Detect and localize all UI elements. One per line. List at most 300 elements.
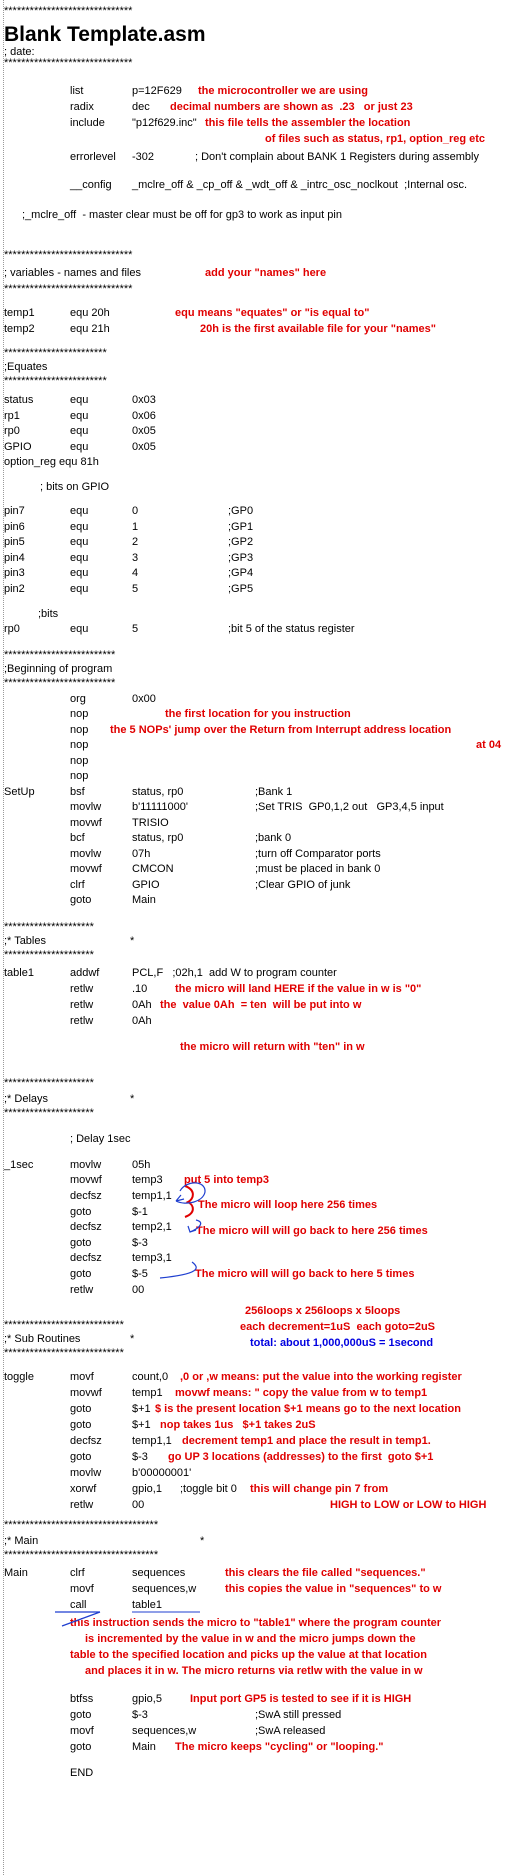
code-line (0, 1482, 530, 1496)
code-line (0, 1418, 530, 1432)
code-text: ********************* (4, 921, 94, 933)
annotation-text: the micro will land HERE if the value in w is "0" (175, 983, 422, 995)
code-text: 07h (132, 848, 151, 860)
code-text: bcf (70, 832, 85, 844)
code-line (0, 622, 530, 636)
code-text: movf (70, 1371, 94, 1383)
code-text: END (70, 1767, 94, 1779)
code-text: ;Set TRIS GP0,1,2 out GP3,4,5 input (255, 801, 444, 813)
annotation-text: this will change pin 7 from (250, 1483, 389, 1495)
annotation-text: at 04 (476, 739, 502, 751)
code-text: goto (70, 1403, 92, 1415)
code-text: ;GP3 (228, 552, 254, 564)
code-text: goto (70, 1451, 92, 1463)
code-text: 4 (132, 567, 139, 579)
code-line (0, 208, 530, 222)
annotation-text: The micro will will go back to here 5 times (195, 1268, 415, 1280)
annotation-text: the value 0Ah = ten will be put into w (160, 999, 362, 1011)
code-line (0, 1173, 530, 1187)
code-text: retlw (70, 1499, 94, 1511)
code-text: 5 (132, 623, 139, 635)
code-text: temp1,1 (132, 1435, 172, 1447)
code-text: ;toggle bit 0 (180, 1483, 237, 1495)
code-line (0, 1664, 530, 1678)
code-line (0, 662, 530, 676)
code-text: equ (70, 623, 89, 635)
code-line (0, 22, 530, 46)
code-line (0, 1534, 530, 1548)
code-line (0, 769, 530, 783)
annotation-text: the first location for you instruction (165, 708, 351, 720)
code-text: * (130, 1093, 135, 1105)
code-text: status, rp0 (132, 832, 184, 844)
code-line (0, 455, 530, 469)
code-line (0, 1267, 530, 1281)
code-text: goto (70, 1419, 92, 1431)
code-line (0, 1498, 530, 1512)
code-line (0, 1598, 530, 1612)
code-line (0, 1205, 530, 1219)
annotation-text: put 5 into temp3 (184, 1174, 269, 1186)
code-text: GPIO (132, 879, 160, 891)
code-text: temp2,1 (132, 1221, 172, 1233)
code-line (0, 816, 530, 830)
code-text: 05h (132, 1159, 151, 1171)
code-text: 0x06 (132, 410, 156, 422)
code-line (0, 1386, 530, 1400)
code-line (0, 1236, 530, 1250)
code-line (0, 4, 530, 18)
code-line (0, 551, 530, 565)
code-text: ;_mclre_off - master clear must be off for gp3 to work as input pin (22, 209, 342, 221)
code-text: nop (70, 708, 89, 720)
code-text: 5 (132, 583, 139, 595)
code-line (0, 1304, 530, 1318)
code-text: ; Delay 1sec (70, 1133, 131, 1145)
code-text: gpio,5 (132, 1693, 162, 1705)
code-line (0, 1766, 530, 1780)
code-text: clrf (70, 879, 85, 891)
code-text: bsf (70, 786, 85, 798)
code-text: ;Beginning of program (4, 663, 113, 675)
code-text: equ (70, 552, 89, 564)
code-line (0, 1040, 530, 1054)
code-text: 0Ah (132, 1015, 152, 1027)
code-text: ********************* (4, 949, 94, 961)
code-text: 2 (132, 536, 139, 548)
code-text: movwf (70, 1174, 102, 1186)
annotation-text: decimal numbers are shown as .23 or just 23 (170, 101, 413, 113)
code-text: retlw (70, 983, 94, 995)
code-line (0, 676, 530, 690)
code-text: **************************** (4, 1319, 124, 1331)
code-text: sequences,w (132, 1725, 197, 1737)
code-text: errorlevel (70, 151, 116, 163)
code-text: btfss (70, 1693, 94, 1705)
code-line (0, 1283, 530, 1297)
code-text: movlw (70, 1159, 102, 1171)
code-line (0, 266, 530, 280)
code-text: equ 21h (70, 323, 110, 335)
code-text: ;* Tables (4, 935, 46, 947)
code-line (0, 1076, 530, 1090)
code-text: ;GP4 (228, 567, 254, 579)
code-text: .10 (132, 983, 148, 995)
code-text: -302 (132, 151, 155, 163)
code-text: list (70, 85, 84, 97)
annotation-text: go UP 3 locations (addresses) to the first goto $+1 (168, 1451, 434, 1463)
code-text: ;GP5 (228, 583, 254, 595)
code-text: temp3 (132, 1174, 163, 1186)
code-text: movf (70, 1583, 94, 1595)
code-text: 0x00 (132, 693, 156, 705)
code-line (0, 440, 530, 454)
code-text: equ (70, 441, 89, 453)
code-line (0, 480, 530, 494)
code-text: * (200, 1535, 205, 1547)
code-line (0, 648, 530, 662)
code-text: decfsz (70, 1190, 102, 1202)
code-line (0, 966, 530, 980)
code-text: nop (70, 755, 89, 767)
code-line (0, 785, 530, 799)
code-text: radix (70, 101, 94, 113)
code-text: b'00000001' (132, 1467, 192, 1479)
code-line (0, 1740, 530, 1754)
code-text: * (130, 935, 135, 947)
annotation-text: nop takes 1us $+1 takes 2uS (160, 1419, 316, 1431)
annotation-text: is incremented by the value in w and the micro jumps down the (85, 1633, 416, 1645)
code-line (0, 738, 530, 752)
annotation-text: the 5 NOPs' jump over the Return from Interrupt address location (110, 724, 452, 736)
annotation-text: HIGH to LOW or LOW to HIGH (330, 1499, 487, 1511)
code-text: call (70, 1599, 87, 1611)
code-text: ;* Main (4, 1535, 39, 1547)
code-text: ;GP0 (228, 505, 254, 517)
code-text: temp1 (132, 1387, 163, 1399)
code-line (0, 1092, 530, 1106)
code-text: retlw (70, 1284, 94, 1296)
code-text: _mclre_off & _cp_off & _wdt_off & _intrc_osc_noclkout ;Internal osc. (132, 179, 468, 191)
code-text: pin5 (4, 536, 25, 548)
code-line (0, 692, 530, 706)
code-text: rp1 (4, 410, 20, 422)
code-text: $-5 (132, 1268, 148, 1280)
annotation-text: this file tells the assembler the location (205, 117, 411, 129)
code-text: org (70, 693, 86, 705)
code-text: ;turn off Comparator ports (255, 848, 381, 860)
code-line (0, 282, 530, 296)
annotation-text: total: about 1,000,000uS = 1second (250, 1337, 434, 1349)
code-line (0, 1402, 530, 1416)
code-text: ; bits on GPIO (40, 481, 110, 493)
code-text: 3 (132, 552, 139, 564)
code-text: ;GP1 (228, 521, 254, 533)
code-text: ; variables - names and files (4, 267, 141, 279)
code-text: $-3 (132, 1451, 148, 1463)
code-text: ;Equates (4, 361, 48, 373)
annotation-text: decrement temp1 and place the result in temp1. (182, 1435, 431, 1447)
code-line (0, 1632, 530, 1646)
code-line (0, 322, 530, 336)
code-text: $-3 (132, 1237, 148, 1249)
code-line (0, 1708, 530, 1722)
code-text: 00 (132, 1499, 145, 1511)
annotation-text: 20h is the first available file for your "names" (200, 323, 437, 335)
code-text: addwf (70, 967, 100, 979)
code-text: ************************ (4, 347, 107, 359)
code-text: ;* Sub Routines (4, 1333, 81, 1345)
code-text: ;Clear GPIO of junk (255, 879, 351, 891)
code-line (0, 1566, 530, 1580)
code-text: equ (70, 567, 89, 579)
code-text: rp0 (4, 623, 20, 635)
code-text: * (130, 1333, 135, 1345)
page-title: Blank Template.asm (4, 23, 206, 46)
code-line (0, 1434, 530, 1448)
code-text: ;SwA still pressed (255, 1709, 342, 1721)
code-text: gpio,1 (132, 1483, 162, 1495)
code-line (0, 1251, 530, 1265)
code-line (0, 1370, 530, 1384)
code-line (0, 1132, 530, 1146)
code-line (0, 116, 530, 130)
annotation-text: and places it in w. The micro returns via retlw with the value in w (85, 1665, 423, 1677)
code-line (0, 56, 530, 70)
annotation-text: The micro keeps "cycling" or "looping." (175, 1741, 384, 1753)
code-text: pin7 (4, 505, 25, 517)
code-text: table1 (4, 967, 34, 979)
code-text: ************************ (4, 375, 107, 387)
code-line (0, 178, 530, 192)
annotation-text: this instruction sends the micro to "table1" where the program counter (70, 1617, 442, 1629)
code-text: temp3,1 (132, 1252, 172, 1264)
code-text: ************************************ (4, 1549, 159, 1561)
code-text: PCL,F ;02h,1 add W to program counter (132, 967, 337, 979)
code-text: toggle (4, 1371, 34, 1383)
code-text: retlw (70, 1015, 94, 1027)
code-line (0, 1616, 530, 1630)
code-text: ************************** (4, 677, 116, 689)
code-text: _1sec (4, 1159, 34, 1171)
code-line (0, 360, 530, 374)
code-text: ;* Delays (4, 1093, 49, 1105)
annotation-text: table to the specified location and picks up the value at that location (70, 1649, 427, 1661)
code-text: ********************* (4, 1107, 94, 1119)
code-line (0, 346, 530, 360)
code-text: CMCON (132, 863, 174, 875)
annotation-text: of files such as status, rp1, option_reg etc (265, 133, 486, 145)
code-text: equ (70, 505, 89, 517)
code-text: nop (70, 739, 89, 751)
code-line (0, 520, 530, 534)
code-text: Main (132, 1741, 156, 1753)
code-text: movlw (70, 1467, 102, 1479)
code-text: 00 (132, 1284, 145, 1296)
code-text: movwf (70, 1387, 102, 1399)
code-text: dec (132, 101, 150, 113)
code-line (0, 1548, 530, 1562)
code-line (0, 800, 530, 814)
code-text: equ (70, 536, 89, 548)
code-line (0, 878, 530, 892)
code-text: ********************* (4, 1077, 94, 1089)
code-text: count,0 (132, 1371, 169, 1383)
annotation-text: this clears the file called "sequences." (225, 1567, 426, 1579)
annotation-text: this copies the value in "sequences" to w (225, 1583, 442, 1595)
code-line (0, 393, 530, 407)
code-line (0, 504, 530, 518)
code-text: ;bit 5 of the status register (228, 623, 355, 635)
code-text: temp2 (4, 323, 35, 335)
code-text: Main (4, 1567, 28, 1579)
code-line (0, 306, 530, 320)
code-line (0, 409, 530, 423)
annotation-text: The micro will loop here 256 times (198, 1199, 378, 1211)
code-text: ;Bank 1 (255, 786, 293, 798)
code-text: 0x05 (132, 441, 156, 453)
code-text: xorwf (70, 1483, 97, 1495)
code-text: temp1 (4, 307, 35, 319)
annotation-text: $ is the present location $+1 means go to the next location (155, 1403, 461, 1415)
code-text: SetUp (4, 786, 35, 798)
code-line (0, 723, 530, 737)
code-line (0, 707, 530, 721)
code-text: temp1,1 (132, 1190, 172, 1202)
code-text: ;GP2 (228, 536, 254, 548)
code-line (0, 893, 530, 907)
code-text: p=12F629 (132, 85, 182, 97)
code-line (0, 1648, 530, 1662)
code-text: ;bank 0 (255, 832, 292, 844)
code-text: equ (70, 394, 89, 406)
code-text: 1 (132, 521, 139, 533)
code-text: GPIO (4, 441, 32, 453)
code-line (0, 1692, 530, 1706)
code-line (0, 424, 530, 438)
code-text: ; date: (4, 46, 35, 58)
code-text: 0 (132, 505, 139, 517)
code-text: nop (70, 724, 89, 736)
code-text: table1 (132, 1599, 162, 1611)
code-text: status (4, 394, 34, 406)
code-text: 0x03 (132, 394, 156, 406)
code-line (0, 920, 530, 934)
code-line (0, 132, 530, 146)
code-text: retlw (70, 999, 94, 1011)
code-line (0, 607, 530, 621)
code-line (0, 1106, 530, 1120)
code-text: 0Ah (132, 999, 152, 1011)
code-line (0, 1582, 530, 1596)
code-text: sequences (132, 1567, 186, 1579)
code-line (0, 84, 530, 98)
code-line (0, 1518, 530, 1532)
code-text: b'11111000' (132, 801, 188, 813)
code-line (0, 862, 530, 876)
code-text: pin2 (4, 583, 25, 595)
code-line (0, 248, 530, 262)
code-text: rp0 (4, 425, 20, 437)
code-line (0, 982, 530, 996)
code-line (0, 100, 530, 114)
code-text: ****************************** (4, 57, 133, 69)
code-text: status, rp0 (132, 786, 184, 798)
annotation-text: the microcontroller we are using (198, 85, 368, 97)
code-text: decfsz (70, 1221, 102, 1233)
code-line (0, 948, 530, 962)
annotation-text: add your "names" here (205, 267, 327, 279)
code-text: equ (70, 583, 89, 595)
code-text: $+1 (132, 1403, 151, 1415)
code-line (0, 831, 530, 845)
code-text: ************************** (4, 649, 116, 661)
code-text: goto (70, 894, 92, 906)
code-text: pin4 (4, 552, 25, 564)
code-text: ****************************** (4, 5, 133, 17)
code-line (0, 998, 530, 1012)
code-text: goto (70, 1709, 92, 1721)
code-line (0, 535, 530, 549)
code-text: nop (70, 770, 89, 782)
code-text: goto (70, 1206, 92, 1218)
code-text: ;bits (38, 608, 59, 620)
code-text: equ (70, 521, 89, 533)
annotation-text: the micro will return with "ten" in w (180, 1041, 365, 1053)
code-text: goto (70, 1237, 92, 1249)
code-text: ************************************ (4, 1519, 159, 1531)
code-text: sequences,w (132, 1583, 197, 1595)
code-line (0, 1724, 530, 1738)
annotation-text: ,0 or ,w means: put the value into the working register (180, 1371, 462, 1383)
code-text: ****************************** (4, 283, 133, 295)
code-text: include (70, 117, 105, 129)
code-line (0, 1158, 530, 1172)
annotation-text: movwf means: " copy the value from w to temp1 (175, 1387, 428, 1399)
code-text: movlw (70, 801, 102, 813)
code-text: pin6 (4, 521, 25, 533)
code-text: equ (70, 425, 89, 437)
annotation-text: equ means "equates" or "is equal to" (175, 307, 370, 319)
code-text: __config (70, 179, 112, 191)
code-text: $+1 (132, 1419, 151, 1431)
annotation-text: Input port GP5 is tested to see if it is HIGH (190, 1693, 412, 1705)
code-text: 0x05 (132, 425, 156, 437)
code-text: ;must be placed in bank 0 (255, 863, 381, 875)
code-line (0, 1466, 530, 1480)
annotation-text: The micro will will go back to here 256 times (196, 1225, 428, 1237)
code-text: clrf (70, 1567, 85, 1579)
code-line (0, 934, 530, 948)
code-line (0, 1014, 530, 1028)
code-text: movf (70, 1725, 94, 1737)
code-text: ****************************** (4, 249, 133, 261)
code-line (0, 754, 530, 768)
code-line (0, 1450, 530, 1464)
code-line (0, 566, 530, 580)
code-text: decfsz (70, 1435, 102, 1447)
code-text: movlw (70, 848, 102, 860)
annotation-text: 256loops x 256loops x 5loops (245, 1305, 401, 1317)
code-line (0, 1346, 530, 1360)
code-text: goto (70, 1268, 92, 1280)
code-text: movwf (70, 817, 102, 829)
code-text: Main (132, 894, 156, 906)
code-text: TRISIO (132, 817, 169, 829)
code-text: "p12f629.inc" (132, 117, 197, 129)
code-text: ; Don't complain about BANK 1 Registers during assembly (195, 151, 479, 163)
code-line (0, 582, 530, 596)
